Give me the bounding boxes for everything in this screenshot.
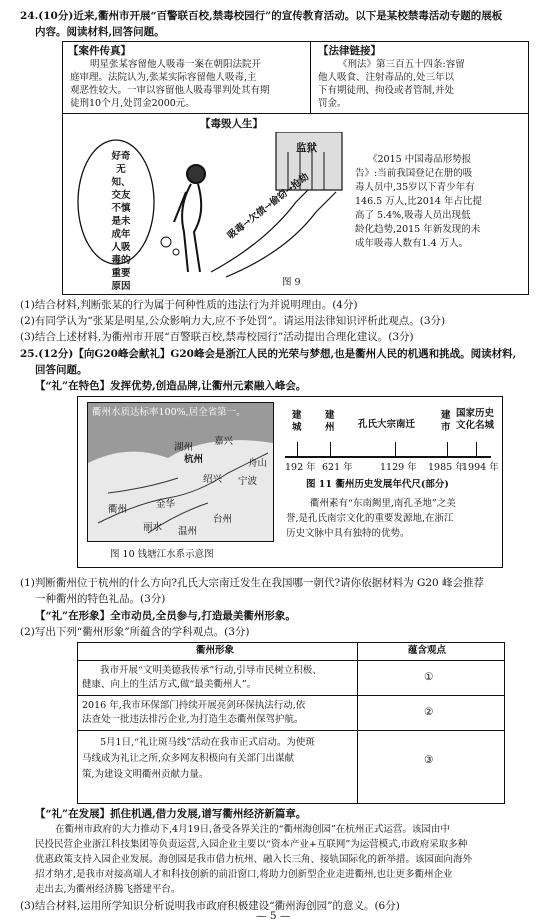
page-number: — 5 —: [256, 910, 291, 922]
table-cell: 我市开展“文明美德我传承”行动,引导市民树立积极、: [100, 665, 322, 676]
map-caption: 衢州水质达标率100%,居全省第一。: [92, 407, 246, 418]
timeline-event: 国家历史文化名城: [456, 408, 495, 431]
timeline-year: 1985 年: [428, 462, 465, 473]
report-line: 《2015 中国毒品形势报: [368, 154, 472, 165]
table-cell: 5月1日,“礼让斑马线”活动在我市正式启动。为使斑: [100, 737, 315, 748]
report-line: 146.5 万人,比2014 年占比提: [355, 196, 482, 207]
section-image: 【“礼”在形象】全市动员,全员参与,打造最美衢州形象。: [35, 610, 296, 622]
map-label-ningbo: 宁波: [238, 476, 258, 487]
law-line: 罚金。: [318, 98, 347, 109]
table-divider: [77, 730, 505, 731]
desc-line: 历史文脉中具有独特的优势。: [286, 528, 410, 539]
map-label-lishui: 丽水: [143, 522, 163, 533]
table-mark: ③: [424, 754, 434, 766]
q24-question-3: (3)结合上述材料,为衢州市开展“百警联百校,禁毒校园行”活动提出合理化建议。(3分): [20, 331, 414, 343]
timeline-event: 建城: [292, 410, 302, 433]
case-line: 明星张某容留他人吸毒一案在朝阳法院开: [90, 59, 262, 70]
table-mark: ②: [424, 706, 434, 718]
q25-question-2: (2)写出下列“衢州形象”所蕴含的学科观点。(3分): [20, 626, 250, 638]
q24-question-2: (2)有同学认为“张某是明星,公众影响力大,应不予处罚”。请运用法律知识评析此观点。(3分): [20, 315, 446, 327]
table-cell: 法查处一批违法排污企业,为打造生态衢州保驾护航。: [82, 714, 304, 725]
case-line: 庭审理。法院认为,张某实际容留他人吸毒,主: [70, 72, 257, 83]
timeline-tick: [395, 442, 396, 456]
road-text: 吸毒→欠债→偷窃→抢劫: [225, 171, 312, 242]
desc-line: 衢州素有“东南阙里,南孔圣地”之美: [310, 498, 456, 509]
table-cell: 马线成为礼让之所,众多网友积极向有关部门出谋献: [82, 753, 295, 764]
section-feature: 【“礼”在特色】发挥优势,创造品牌,让衢州元素融入峰会。: [35, 380, 307, 392]
timeline-year: 621 年: [322, 462, 353, 473]
timeline-event: 孔氏大宗南迁: [358, 419, 416, 430]
divider: [62, 113, 529, 114]
figure-10-caption: 图 10 钱塘江水系示意图: [110, 549, 214, 560]
map-label-jiaxing: 嘉兴: [214, 436, 234, 447]
figure-11-caption: 图 11 衢州历史发展年代尺(部分): [306, 479, 449, 490]
q25-question-1-cont: 一种衢州的特色礼品。(3分): [35, 593, 166, 605]
map-label-quzhou: 衢州: [108, 504, 128, 515]
law-line: 他人吸食、注射毒品的,处三年以: [318, 72, 455, 83]
q24-heading: 24.(10分)近来,衢州市开展“百警联百校,禁毒校园行”的宣传教育活动。以下是某校禁毒活动专题的展板: [20, 10, 503, 22]
figure-9-caption: 图 9: [282, 277, 301, 288]
law-title: 【法律链接】: [318, 45, 381, 57]
table-divider: [77, 695, 505, 696]
q25-heading-cont: 回答问题。: [35, 364, 88, 376]
timeline-year: 1994 年: [462, 462, 499, 473]
q24-heading-cont: 内容。阅读材料,回答问题。: [35, 26, 165, 38]
divider: [310, 41, 311, 113]
timeline-year: 1129 年: [380, 462, 417, 473]
table-cell: 2016 年,我市环保部门持续开展亮剑环保执法行动,依: [82, 700, 306, 711]
map-label-taizhou: 台州: [213, 514, 233, 525]
q25-question-3: (3)结合材料,运用所学知识分析说明我市政府积极建设“衢州海创园”的意义。(6分): [20, 900, 400, 912]
timeline-tick: [476, 442, 477, 456]
report-line: 毒人员中,35岁以下青少年有: [355, 182, 475, 193]
map-label-wenzhou: 温州: [178, 526, 198, 537]
paragraph-line: 民投民营企业浙江科技集团等负责运营,入园企业主要以“资本产业+互联网”为运营模式,市政府采取多种: [35, 839, 468, 850]
table-cell: 策,为建设文明衢州贡献力量。: [82, 769, 209, 780]
thought-bubble-text: 好奇无 知、交友 不慎是未 成年人吸 毒的重要 原因: [111, 151, 131, 292]
case-line: 徒刑10个月,处罚金2000元。: [70, 98, 195, 109]
law-line: 下有期徒刑、拘役或者管制,并处: [318, 85, 455, 96]
timeline-axis: [285, 456, 491, 458]
table-mark: ①: [424, 671, 434, 683]
law-line: 《刑法》第三百五十四条:容留: [338, 59, 465, 70]
table-divider: [77, 660, 505, 661]
table-divider: [357, 642, 358, 804]
paragraph-line: 优惠政策支持入园企业发展。海创园是我市借力杭州、融入长三角、接轨国际化的新举措。该园面向海外: [35, 854, 473, 865]
map-label-hangzhou: 杭州: [184, 454, 204, 465]
qiantang-river-map: [87, 402, 274, 542]
map-label-shaoxing: 绍兴: [203, 474, 223, 485]
report-line: 高了 5.4%,吸毒人员出现低: [355, 210, 471, 221]
life-title: 【毒毁人生】: [200, 118, 263, 130]
paragraph-line: 招才纳才,是我市对接高端人才和科技创新的前沿窗口,将助力创新型企业走进衢州,也让更多衢州企业: [35, 869, 453, 880]
paragraph-line: 走出去,为衢州经济腾飞搭建平台。: [35, 884, 181, 895]
section-development: 【“礼”在发展】抓住机遇,借力发展,谱写衢州经济新篇章。: [35, 808, 307, 820]
prison-sign: 监狱: [296, 142, 317, 154]
timeline-tick: [297, 442, 298, 456]
timeline-year: 192 年: [285, 462, 316, 473]
map-label-jinhua: 金华: [156, 499, 176, 510]
table-header: 蕴含观点: [408, 645, 447, 656]
timeline-tick: [447, 442, 448, 456]
map-label-huzhou: 湖州: [174, 442, 194, 453]
report-line: 成年吸毒人数有1.4 万人。: [355, 238, 469, 249]
report-line: 龄化趋势,2015 年新发现的未: [355, 224, 481, 235]
timeline-event: 建市: [441, 410, 451, 433]
q25-heading: 25.(12分)【向G20峰会献礼】G20峰会是浙江人民的光荣与梦想,也是衢州人民的机遇和挑战。阅读材料,: [20, 348, 517, 360]
case-title: 【案件传真】: [68, 45, 131, 57]
case-line: 观恶性较大。一审以容留他人吸毒罪判处其有期: [70, 85, 270, 96]
timeline-event: 建州: [325, 410, 335, 433]
map-label-zhoushan: 舟山: [248, 458, 268, 469]
report-line: 告》:当前我国登记在册的吸: [355, 168, 473, 179]
desc-line: 誉,是孔氏南宗文化的重要发源地,在浙江: [286, 513, 454, 524]
timeline-tick: [330, 442, 331, 456]
table-header: 衢州形象: [196, 645, 235, 656]
paragraph-line: 在衢州市政府的大力推动下,4月19日,备受各界关注的“衢州海创园”在杭州正式运营。该园由中: [55, 824, 450, 835]
river-network-icon: [88, 403, 273, 541]
q24-question-1: (1)结合材料,判断张某的行为属于何种性质的违法行为并说明理由。(4分): [20, 299, 358, 311]
table-cell: 健康、向上的生活方式,做“最美衢州人”。: [82, 679, 257, 690]
q25-question-1: (1)判断衢州位于杭州的什么方向?孔氏大宗南迁发生在我国哪一朝代?请你依据材料为 G20 峰会推荐: [20, 577, 485, 589]
